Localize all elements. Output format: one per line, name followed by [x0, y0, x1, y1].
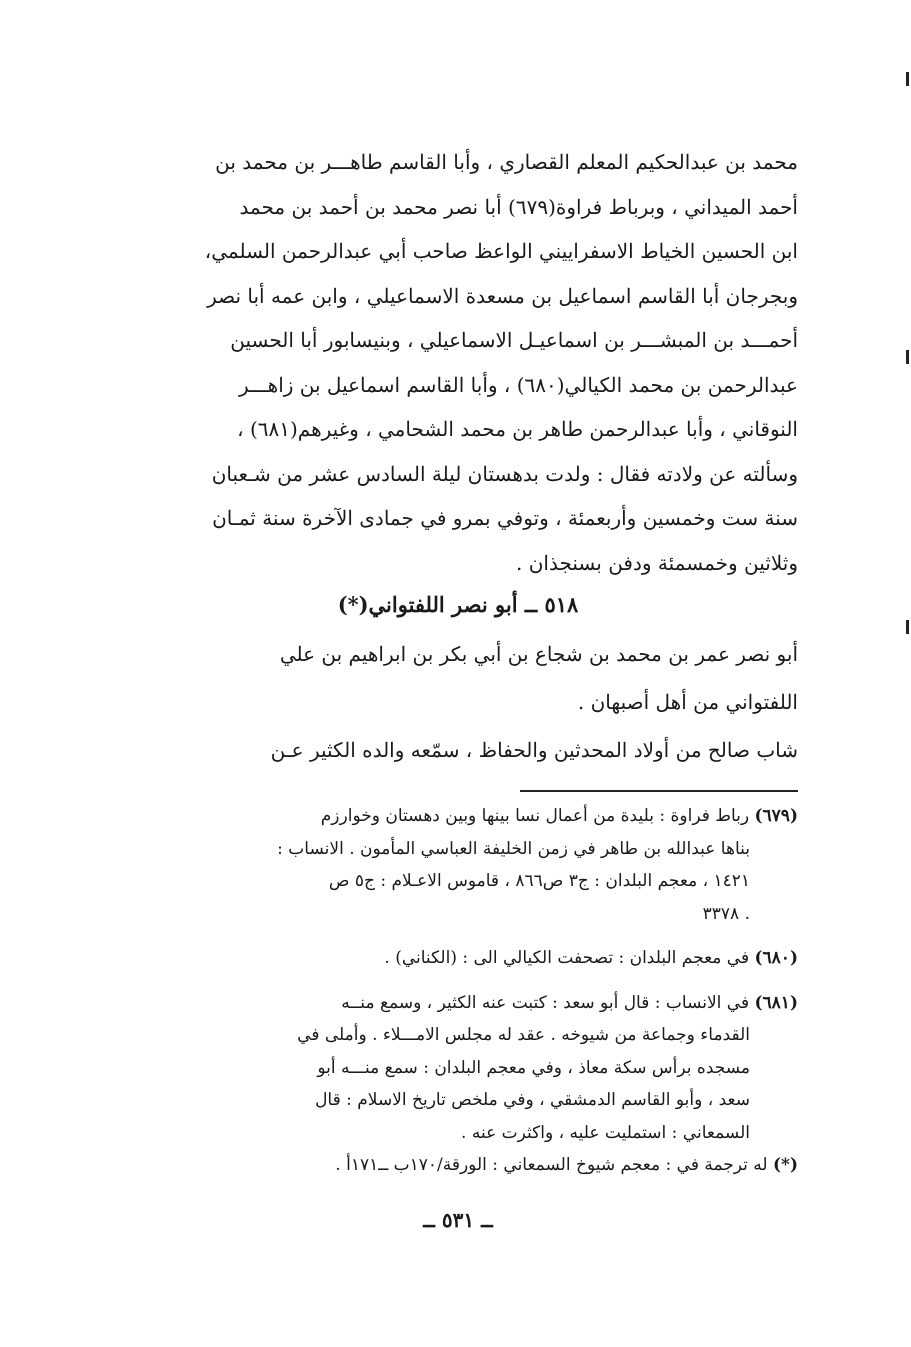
text-line: ابن الحسين الخياط الاسفراييني الواعظ صاحب أبي عبدالرحمن السلمي،	[204, 239, 798, 263]
footnote-text: رباط فراوة : بليدة من أعمال نسا بينها وبين دهستان وخوارزم	[320, 806, 750, 826]
footnote-number: (٦٨١)	[754, 992, 798, 1013]
footnote-text: في معجم البلدان : تصحفت الكيالي الى : (الكناني) .	[384, 948, 750, 968]
footnote-number: (٦٧٩)	[754, 806, 798, 826]
text-line: وبجرجان أبا القاسم اسماعيل بن مسعدة الاسماعيلي ، وابن عمه أبا نصر	[207, 283, 798, 308]
footnote-text: سعد ، وأبو القاسم الدمشقي ، وفي ملخص تاريخ الاسلام : قال	[315, 1090, 750, 1110]
entry-heading: ٥١٨ ــ أبو نصر اللفتواني(*)	[337, 592, 579, 617]
main-paragraph	[118, 140, 798, 585]
page-number: ــ ٥٣١ ــ	[423, 1208, 493, 1232]
entry-paragraph	[118, 630, 798, 774]
text-line: اللفتواني من أهل أصبهان .	[577, 690, 798, 714]
footnote-text: في الانساب : قال أبو سعد : كتبت عنه الكثير ، وسمع منــه	[341, 992, 750, 1013]
text-line: محمد بن عبدالحكيم المعلم القصاري ، وأبا القاسم طاهـــر بن محمد بن	[215, 150, 798, 174]
footnote-number: (٦٨٠)	[754, 948, 798, 968]
footnote	[118, 800, 798, 930]
scan-edge-mark	[906, 350, 909, 364]
footnote-text: مسجده برأس سكة معاذ ، وفي معجم البلدان : سمع منـــه أبو	[317, 1057, 750, 1078]
text-line: أبو نصر عمر بن محمد بن شجاع بن أبي بكر بن ابراهيم بن علي	[279, 642, 798, 666]
footnote-number: (*)	[773, 1155, 798, 1175]
scan-edge-mark	[906, 620, 909, 634]
footnote	[118, 942, 798, 975]
footnotes	[118, 800, 798, 1182]
text-line: أحمد الميداني ، وبرباط فراوة(٦٧٩) أبا نصر محمد بن أحمد بن محمد	[239, 194, 798, 219]
text-line: شاب صالح من أولاد المحدثين والحفاظ ، سمّعه والده الكثير عـن	[270, 738, 798, 762]
text-line: النوقاني ، وأبا عبدالرحمن طاهر بن محمد الشحامي ، وغيرهم(٦٨١) ،	[237, 417, 798, 441]
scan-edge-mark	[906, 72, 909, 86]
footnote-separator	[520, 790, 798, 792]
footnote-text: بناها عبدالله بن طاهر في زمن الخليفة العباسي المأمون . الانساب :	[277, 838, 750, 859]
footnote-text: السمعاني : استمليت عليه ، واكثرت عنه .	[461, 1122, 750, 1143]
footnote-text: ١٤٢١ ، معجم البلدان : ج٣ ص٨٦٦ ، قاموس الاعـلام : ج٥ ص	[328, 871, 750, 891]
text-line: سنة ست وخمسين وأربعمئة ، وتوفي بمرو في جمادى الآخرة سنة ثمـان	[212, 506, 798, 530]
text-line: وثلاثين وخمسمئة ودفن بسنجذان .	[516, 550, 798, 575]
text-line: عبدالرحمن بن محمد الكيالي(٦٨٠) ، وأبا القاسم اسماعيل بن زاهـــر	[239, 372, 798, 397]
footnote	[118, 987, 798, 1150]
text-line: وسألته عن ولادته فقال : ولدت بدهستان ليلة السادس عشر من شـعبان	[211, 461, 798, 486]
footnote-text: . ٣٣٧٨	[702, 903, 750, 924]
footnote-text: القدماء وجماعة من شيوخه . عقد له مجلس الامـــلاء . وأملى في	[297, 1025, 750, 1045]
footnote-text: له ترجمة في : معجم شيوخ السمعاني : الورقة/١٧٠ب ــ١٧١أ .	[335, 1155, 768, 1175]
text-line: أحمـــد بن المبشـــر بن اسماعيـل الاسماعيلي ، وبنيسابور أبا الحسين	[230, 328, 798, 352]
footnote	[118, 1149, 798, 1182]
